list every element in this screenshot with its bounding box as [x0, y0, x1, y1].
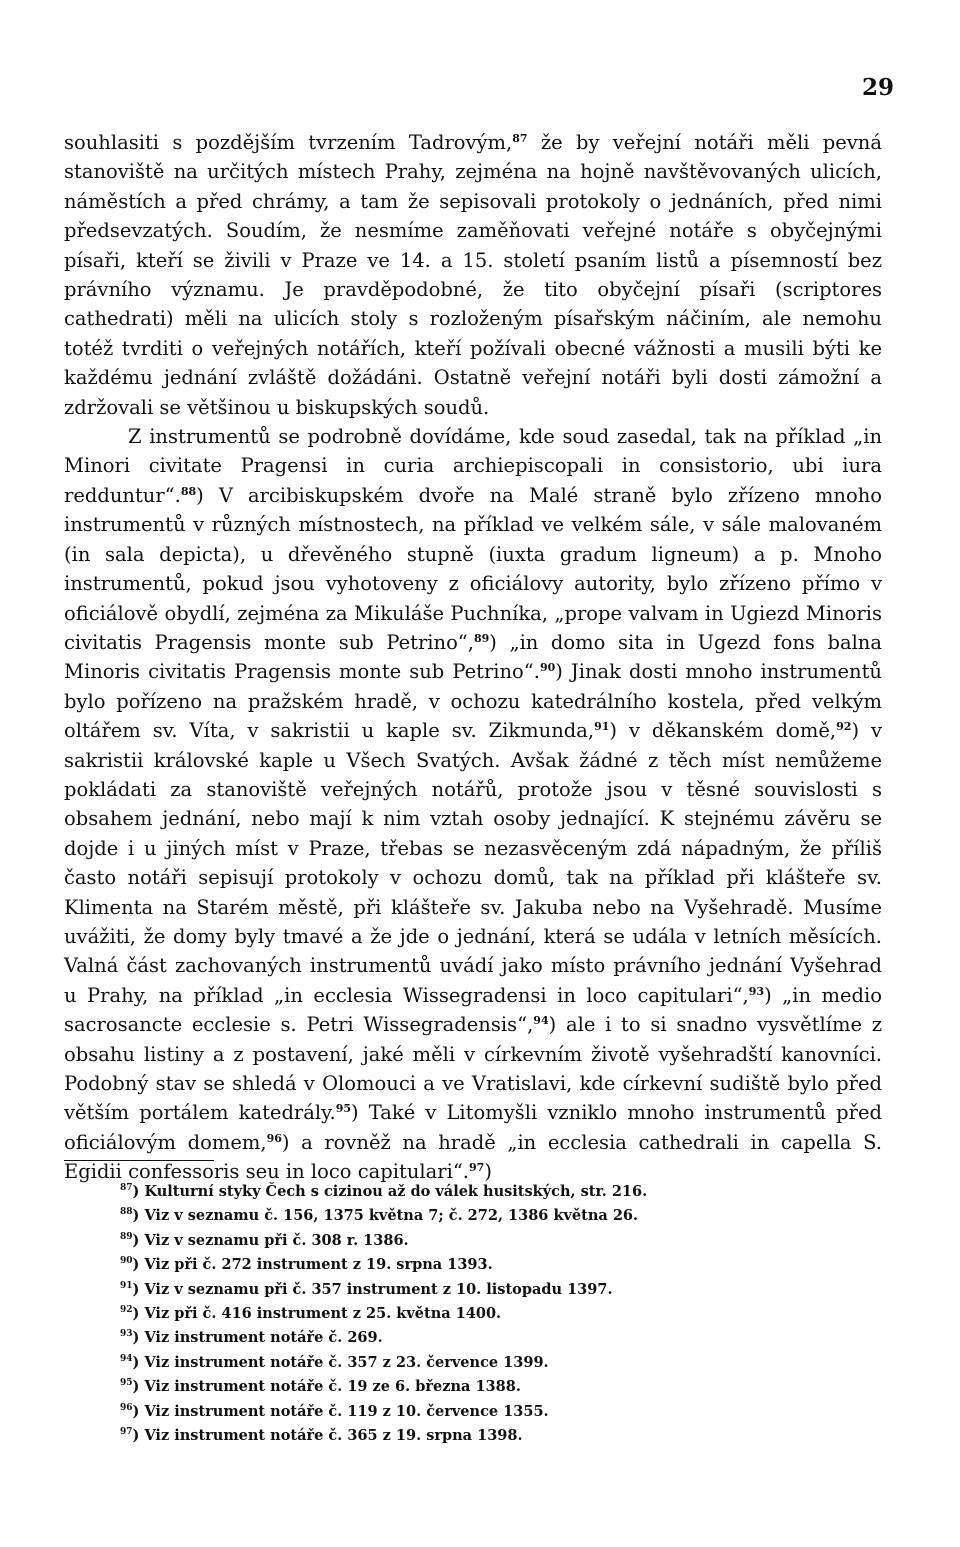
- paragraph-2: Z instrumentů se podrobně dovídáme, kde soud zasedal, tak na příklad „in Minori civitate Pragensi in curia archiepiscopali in consistorio, ubi iura redduntur“.$^{88}$) V arcibiskupském dvoře na Malé straně bylo zřízeno mnoho instrumentů v různých místnostech, na příklad ve velkém sále, v sále malovaném (in sala depicta), u dřevěného stupně (iuxta gradum ligneum) a p. Mnoho instrumentů, pokud jsou vyhotoveny z oficiálovy autority, bylo zřízeno přímo v oficiálově obydlí, zejména za Mikuláše Puchníka, „prope valvam in Ugiezd Minoris civitatis Pragensis monte sub Petrino“,$^{89}$) „in domo sita in Ugezd fons balna Minoris civitatis Pragensis monte sub Petrino“.$^{90}$) Jinak dosti mnoho instrumentů bylo pořízeno na pražském hradě, v ochozu katedrálního kostela, před velkým oltářem sv. Víta, v sakristii u kaple sv. Zikmunda,$^{91}$) v děkanském domě,$^{92}$) v sakristii královské kaple u Všech Svatých. Avšak žádné z těch míst nemůžeme pokládati za stanoviště veřejných notářů, protože jsou v těsné souvislosti s obsahem jednání, nebo mají k nim vztah osoby jednající. K stejnému závěru se dojde i u jiných míst v Praze, třebas se nezasvěceným zdá nápadným, že příliš často notáři sepisují protokoly v ochozu domů, tak na příklad při klášteře sv. Klimenta na Starém městě, při klášteře sv. Jakuba nebo na Vyšehradě. Musíme uvážiti, že domy byly tmavé a že jde o jednání, která se udála v letních měsících. Valná část zachovaných instrumentů uvádí jako místo právního jednání Vyšehrad u Prahy, na příklad „in ecclesia Wissegradensi in loco capitulari“,$^{93}$) „in medio sacrosancte ecclesie s. Petri Wissegradensis“,$^{94}$) ale i to si snadno vysvětlíme z obsahu listiny a z postavení, jaké měli v církevním životě vyšehradští kanovníci. Podobný stav se shledá v Olomouci a ve Vratislavi, kde církevní sudiště bylo před větším portálem katedrály.$^{95}$) Také v Litomyšli vzniklo mnoho instrumentů před oficiálovým domem,$^{96}$) a rovněž na hradě „in ecclesia cathedrali in capella S. Egidii confessoris seu in loco capitulari“.$^{97}$): [64, 425, 883, 1184]
- footnote-92: [120, 1302, 880, 1326]
- footnote-marker-95[interactable]: 95: [335, 1102, 352, 1116]
- footnote-number: 93: [120, 1329, 133, 1340]
- footnote-separator: [64, 1160, 214, 1161]
- text-run: ale i to si snadno vysvětlíme z obsahu listiny a z postavení, jaké měli v církevním životě vyšehradští kanovníci. Podobný stav se shledá v Olomouci a ve Vratislavi, kde církevní sudiště bylo před větším portálem katedrály.: [64, 1013, 882, 1125]
- footnote-88: [120, 1204, 880, 1228]
- footnote-number: 89: [120, 1231, 133, 1242]
- footnote-number: 88: [120, 1207, 133, 1218]
- footnote-number: 91: [120, 1280, 133, 1291]
- text-run: v děkanském domě,: [617, 719, 837, 743]
- footnote-number: 96: [120, 1402, 133, 1413]
- footnote-marker-90[interactable]: 90: [539, 661, 556, 675]
- body-text: [64, 128, 882, 1187]
- text-run: souhlasiti s pozdějším tvrzením Tadrovým,: [64, 131, 513, 154]
- footnote-96: [120, 1400, 880, 1424]
- footnote-87: [120, 1180, 880, 1204]
- footnote-text: ) Viz instrument notáře č. 19 ze 6. března 1388.: [132, 1378, 521, 1396]
- footnote-text: ) Viz při č. 416 instrument z 25. května 1400.: [132, 1305, 502, 1323]
- footnote-number: 87: [120, 1183, 133, 1193]
- footnote-number: 97: [120, 1427, 133, 1438]
- page-number: 29: [861, 74, 894, 101]
- footnote-marker-92[interactable]: 92: [836, 720, 852, 734]
- footnote-89: [120, 1229, 880, 1253]
- footnote-marker-88[interactable]: 88: [180, 484, 197, 498]
- footnote-text: ) Viz instrument notáře č. 357 z 23. července 1399.: [132, 1353, 549, 1371]
- text-run: „in medio sacrosancte ecclesie s. Petri Wissegradensis“,: [64, 983, 882, 1037]
- text-run: že by veřejní notáři měli pevná stanoviště na určitých místech Prahy, zejména na hojně navštěvovaných ulicích, náměstích a před chrámy, a tam že sepisovali protokoly o jednáních, před nimi předsevzatých. Soudím, že nesmíme zaměňovati veřejné notáře s obyčejnými písaři, kteří se živili v Praze ve 14. a 15. století psaním listů a písemností bez právního významu. Je pravděpodobné, že tito obyčejní písaři (scriptores cathedrati) měli na ulicích stoly s rozloženým písařským náčiním, ale nemohu totéž tvrditi o veřejných notářích, kteří požívali obecné vážnosti a musili býti ke každému jednání zvláště dožádáni. Ostatně veřejní notáři byli dosti zámožní a zdržovali se většinou u biskupských soudů.: [64, 131, 882, 419]
- footnote-95: [120, 1375, 880, 1399]
- footnote-text: ) Viz při č. 272 instrument z 19. srpna 1393.: [132, 1256, 493, 1274]
- footnote-number: 92: [120, 1305, 133, 1316]
- footnote-94: [120, 1351, 880, 1375]
- footnote-marker-89[interactable]: 89: [473, 631, 490, 645]
- footnote-number: 95: [120, 1378, 133, 1389]
- footnote-text: ) Viz instrument notáře č. 365 z 19. srpna 1398.: [132, 1427, 523, 1445]
- text-run: Z instrumentů se podrobně dovídáme, kde soud zasedal, tak na příklad „in Minori civitate Pragensi in curia archiepiscopali in consistorio, ubi iura redduntur“.: [64, 425, 882, 507]
- footnote-text: ) Viz v seznamu č. 156, 1375 května 7; č. 272, 1386 května 26.: [132, 1207, 639, 1225]
- footnote-90: [120, 1253, 880, 1277]
- footnote-text: ) Kulturní styky Čech s cizinou až do válek husitských, str. 216.: [132, 1183, 648, 1200]
- footnote-text: ) Viz v seznamu při č. 357 instrument z 10. listopadu 1397.: [132, 1280, 613, 1298]
- footnote-text: ) Viz v seznamu při č. 308 r. 1386.: [132, 1231, 409, 1249]
- footnote-marker-93[interactable]: 93: [748, 984, 765, 998]
- footnote-text: ) Viz instrument notáře č. 119 z 10. července 1355.: [132, 1402, 549, 1420]
- paragraph-1: [64, 128, 882, 422]
- footnote-marker-94[interactable]: 94: [533, 1014, 549, 1028]
- footnote-97: [120, 1424, 880, 1448]
- footnote-marker-91[interactable]: 91: [594, 720, 610, 734]
- text-run: a rovněž na hradě „in ecclesia cathedrali in capella S. Egidii confessoris seu in loco capitulari“.: [64, 1130, 883, 1184]
- text-run: Také v Litomyšli vzniklo mnoho instrumentů před oficiálovým domem,: [64, 1101, 882, 1154]
- footnote-91: [120, 1278, 880, 1302]
- footnotes: [120, 1180, 880, 1448]
- footnote-marker-87[interactable]: 87: [512, 132, 528, 145]
- text-run: V arcibiskupském dvoře na Malé straně bylo zřízeno mnoho instrumentů v různých místnostech, na příklad ve velkém sále, v sále malovaném (in sala depicta), u dřevěného stupně (iuxta gradum ligneum) a p. Mnoho instrumentů, pokud jsou vyhotoveny z oficiálovy autority, bylo zřízeno přímo v oficiálově obydlí, zejména za Mikuláše Puchníka, „prope valvam in Ugiezd Minoris civitatis Pragensis monte sub Petrino“,: [64, 483, 882, 654]
- footnote-text: ) Viz instrument notáře č. 269.: [132, 1329, 383, 1347]
- footnote-marker-97[interactable]: 97: [469, 1161, 485, 1175]
- text-run: „in domo sita in Ugezd fons balna Minoris civitatis Pragensis monte sub Petrino“.: [64, 630, 882, 684]
- text-run: v sakristii královské kaple u Všech Svatých. Avšak žádné z těch míst nemůžeme pokládati za stanoviště veřejných notářů, protože jsou v těsné souvislosti s obsahem jednání, nebo mají k nim vztah osoby jednající. K stejnému závěru se dojde i u jiných míst v Praze, třebas se nezasvěceným zdá nápadným, že příliš často notáři sepisují protokoly v ochozu domů, tak na příklad při klášteře sv. Klimenta na Starém městě, při klášteře sv. Jakuba nebo na Vyšehradě. Musíme uvážiti, že domy byly tmavé a že jde o jednání, která se udála v letních měsících. Valná část zachovaných instrumentů uvádí jako místo právního jednání Vyšehrad u Prahy, na příklad „in ecclesia Wissegradensi in loco capitulari“,: [64, 719, 883, 1007]
- text-run: Jinak dosti mnoho instrumentů bylo pořízeno na pražském hradě, v ochozu katedrálního kostela, před velkým oltářem sv. Víta, v sakristii u kaple sv. Zikmunda,: [64, 660, 882, 743]
- footnote-number: 94: [120, 1353, 133, 1364]
- footnote-marker-96[interactable]: 96: [266, 1131, 282, 1145]
- footnote-93: [120, 1326, 880, 1350]
- footnote-number: 90: [120, 1256, 133, 1267]
